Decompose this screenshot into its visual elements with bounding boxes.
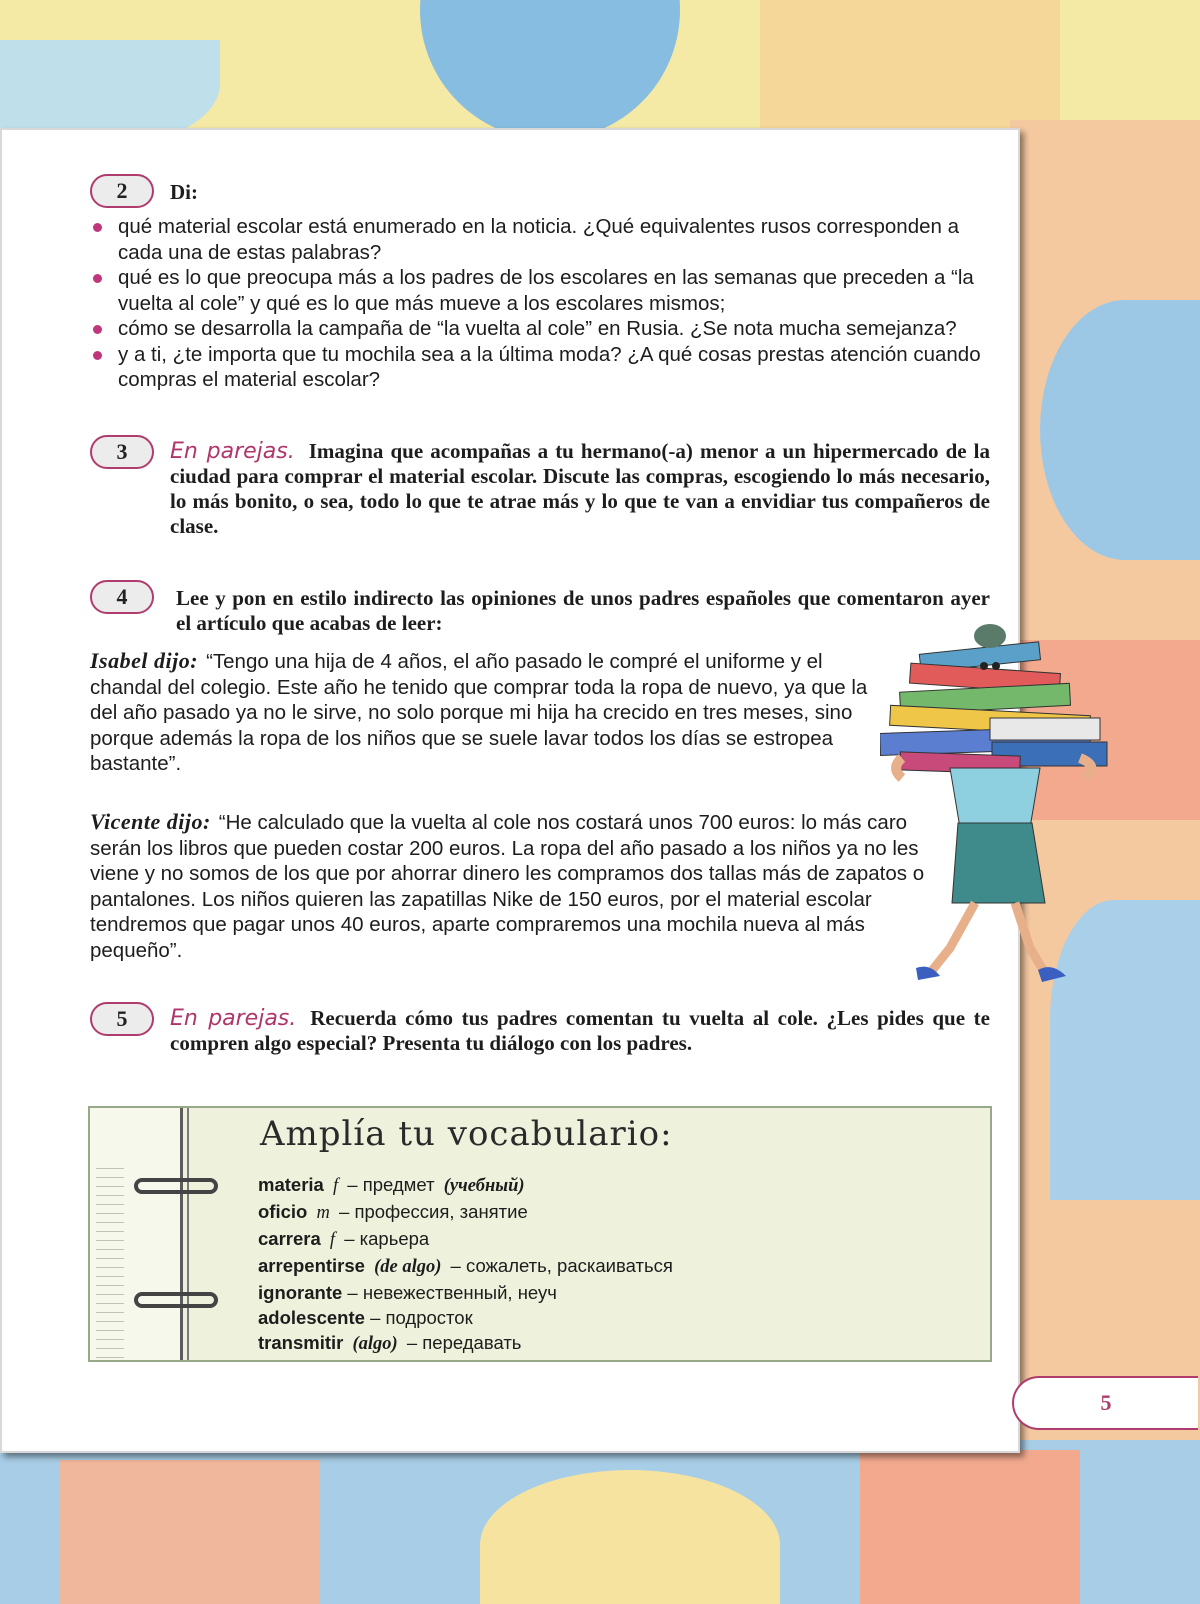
binder-ring-icon (134, 1292, 218, 1308)
textbook-page (0, 128, 1020, 1453)
vocab-word: adolescente (258, 1307, 365, 1328)
task-3-block (170, 439, 990, 539)
vocab-note: (учебный) (443, 1176, 525, 1196)
vocabulary-entry (258, 1172, 673, 1199)
task-4-number: 4 (90, 580, 154, 614)
task-3-mode: En parejas. (170, 439, 295, 464)
vocab-translation: сожалеть, раскаиваться (465, 1255, 673, 1276)
vocab-sep: – (344, 1228, 355, 1249)
opinion-isabel (90, 648, 890, 777)
vocabulary-box (88, 1106, 992, 1362)
vocab-sep: – (347, 1174, 358, 1195)
vocabulary-entry (258, 1330, 673, 1357)
vocab-word: transmitir (258, 1332, 344, 1353)
vocabulary-entry (258, 1305, 673, 1330)
vocab-sep: – (406, 1332, 418, 1353)
notebook-spine (90, 1108, 183, 1360)
vocabulary-entry (258, 1226, 673, 1253)
opinion-text: “He calculado que la vuelta al cole nos costará unos 700 euros: lo más caro serán los libros que pueden costar 200 euros. La ropa del año pasado a los niños ya no les viene y no somos de los que por ahorrar dinero les compramos dos tallas más de zapatos o pantalones. Los niños quieren las zapatillas Nike de 150 euros, por el material escolar tendremos que pagar unos 40 euros, aparte compraremos una mochila nueva al más pequeño”. (90, 811, 925, 962)
vocab-word: carrera (258, 1228, 321, 1249)
vocab-gram: (de algo) (374, 1257, 442, 1277)
task-2-bullet-list (90, 214, 990, 393)
binder-ring-icon (134, 1178, 218, 1194)
vocab-gram: f (332, 1176, 339, 1196)
vocab-sep: – (450, 1255, 461, 1276)
vocab-word: materia (258, 1174, 324, 1195)
vocab-word: oficio (258, 1201, 308, 1222)
vocabulary-list (258, 1172, 673, 1357)
vocabulary-entry (258, 1280, 673, 1305)
list-item: qué material escolar está enumerado en la noticia. ¿Qué equivalentes rusos corresponden a cada una de estas palabras? (90, 214, 990, 265)
list-item: cómo se desarrolla la campaña de “la vuelta al cole” en Rusia. ¿Se nota mucha semejanza? (90, 316, 990, 342)
vocab-word: ignorante (258, 1282, 343, 1303)
task-5-number: 5 (90, 1002, 154, 1036)
task-5-text: Recuerda cómo tus padres comentan tu vuelta al cole. ¿Les pides que te compren algo especial? Presenta tu diálogo con los padres. (170, 1006, 990, 1055)
vocabulary-entry (258, 1253, 673, 1280)
vocab-translation: профессия, занятие (354, 1201, 528, 1222)
woman-carrying-books-illustration (880, 618, 1140, 1018)
task-5-mode: En parejas. (170, 1006, 297, 1031)
task-2-title: Di: (170, 180, 198, 204)
vocab-gram: f (329, 1230, 336, 1250)
opinion-text: “Tengo una hija de 4 años, el año pasado le compré el uniforme y el chandal del colegio. Este año he tenido que comprar toda la ropa de nuevo, ya que la del año pasado ya no le sirve, no solo porque mi hija ha crecido en tres meses, sino porque además la ropa de los niños que se suele lavar todos los días se estropea bastante”. (90, 650, 868, 775)
task-2-number: 2 (90, 174, 154, 208)
vocab-gram: (algo) (352, 1334, 398, 1354)
vocab-translation: подросток (385, 1307, 473, 1328)
task-3-number: 3 (90, 435, 154, 469)
vocab-translation: карьера (359, 1228, 430, 1249)
list-item: qué es lo que preocupa más a los padres de los escolares en las semanas que preceden a “la vuelta al cole” y qué es lo que más mueve a los escolares mismos; (90, 265, 990, 316)
vocab-sep: – (347, 1282, 358, 1303)
vocab-translation: невежественный, неуч (362, 1282, 557, 1303)
task-3-text: Imagina que acompañas a tu hermano(-a) menor a un hipermercado de la ciudad para comprar el material escolar. Discute las compras, escogiendo lo más necesario, lo más bonito, o sea, todo lo que te atrae más y lo que te van a envidiar tus compañeros de clase. (170, 439, 990, 538)
opinion-speaker: Vicente dijo: (90, 809, 211, 834)
opinion-speaker: Isabel dijo: (90, 648, 199, 673)
vocab-gram: m (316, 1203, 330, 1223)
vocab-translation: передавать (422, 1332, 522, 1353)
vocabulary-entry (258, 1199, 673, 1226)
vocab-translation: предмет (362, 1174, 435, 1195)
vocabulary-title: Amplía tu vocabulario: (260, 1114, 673, 1154)
task-5-block (170, 1006, 990, 1056)
opinion-vicente (90, 809, 940, 963)
page-number: 5 (1012, 1376, 1198, 1430)
vocab-word: arrepentirse (258, 1255, 365, 1276)
list-item: y a ti, ¿te importa que tu mochila sea a la última moda? ¿A qué cosas prestas atención cuando compras el material escolar? (90, 342, 990, 393)
vocab-sep: – (339, 1201, 350, 1222)
task-4-text: Lee y pon en estilo indirecto las opiniones de unos padres españoles que comentaron ayer el artículo que acabas de leer: (176, 586, 990, 635)
vocab-sep: – (370, 1307, 381, 1328)
